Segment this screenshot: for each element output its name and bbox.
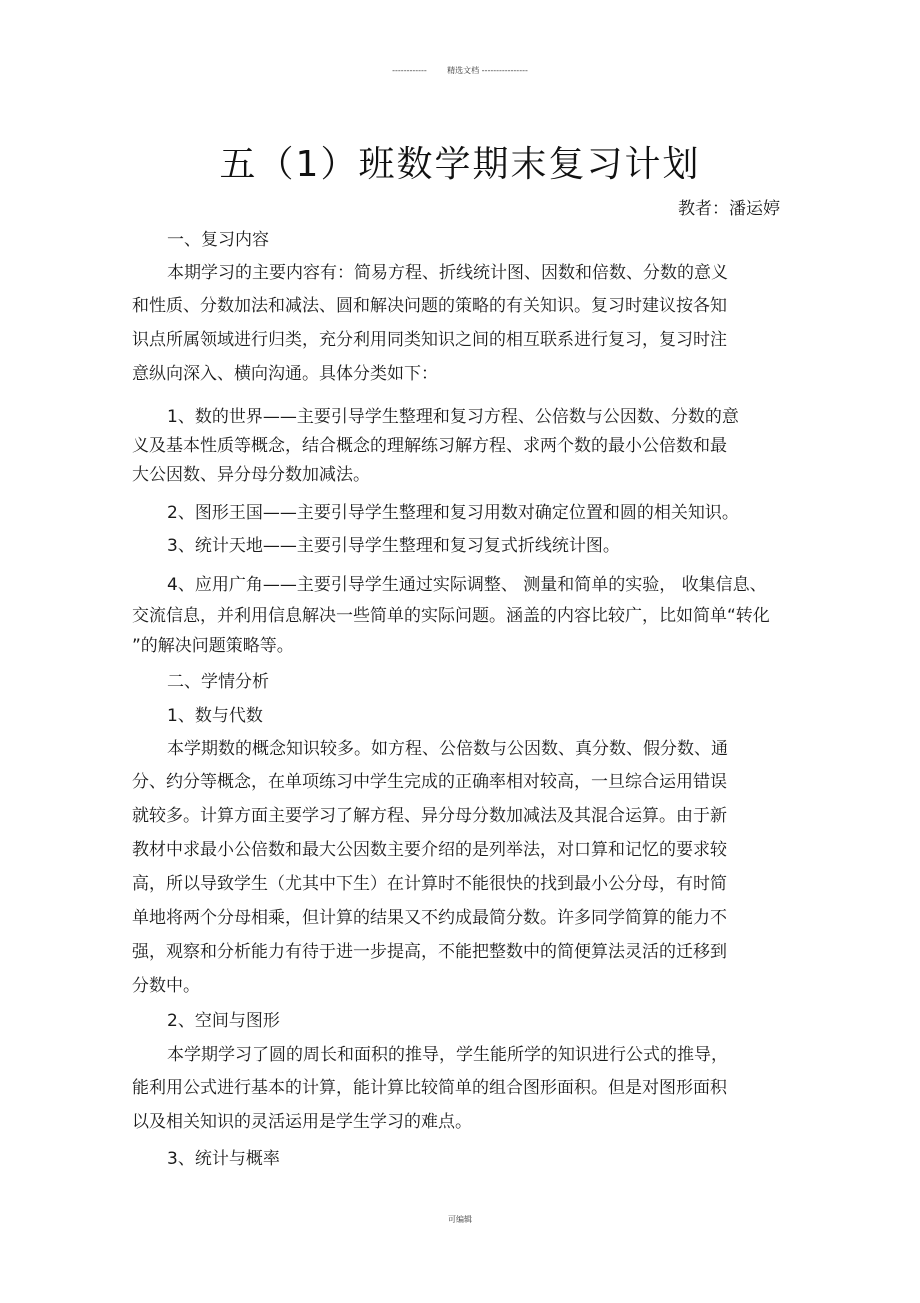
page-header: ------------ 精选文档 ---------------- <box>392 66 528 75</box>
paragraph-line: 高，所以导致学生（尤其中下生）在计算时不能很快的找到最小公分母，有时简 <box>132 874 727 894</box>
subsection-heading: 3、统计与概率 <box>167 1149 280 1169</box>
paragraph-line: 就较多。计算方面主要学习了解方程、异分母分数加减法及其混合运算。由于新 <box>132 806 727 826</box>
paragraph-line: 本学期数的概念知识较多。如方程、公倍数与公因数、真分数、假分数、通 <box>167 739 728 759</box>
subsection-heading: 2、空间与图形 <box>167 1011 280 1031</box>
paragraph-line: 本学期学习了圆的周长和面积的推导，学生能所学的知识进行公式的推导， <box>167 1045 728 1065</box>
paragraph-line: 以及相关知识的灵活运用是学生学习的难点。 <box>132 1112 472 1132</box>
paragraph-line: 2、图形王国——主要引导学生整理和复习用数对确定位置和圆的相关知识。 <box>167 503 739 523</box>
paragraph-line: 教材中求最小公倍数和最大公因数主要介绍的是列举法，对口算和记忆的要求较 <box>132 840 727 860</box>
page-footer: 可编辑 <box>448 1215 472 1224</box>
paragraph-line: 强，观察和分析能力有待于进一步提高，不能把整数中的简便算法灵活的迁移到 <box>132 942 727 962</box>
paragraph-line: 分、约分等概念，在单项练习中学生完成的正确率相对较高，一旦综合运用错误 <box>132 772 727 792</box>
paragraph-line: 1、数的世界——主要引导学生整理和复习方程、公倍数与公因数、分数的意 <box>167 407 739 427</box>
author-line: 教者：潘运婷 <box>678 199 780 219</box>
paragraph-line: 本期学习的主要内容有：简易方程、折线统计图、因数和倍数、分数的意义 <box>167 263 728 283</box>
paragraph-line: 单地将两个分母相乘，但计算的结果又不约成最简分数。许多同学简算的能力不 <box>132 908 727 928</box>
section-heading: 二、学情分析 <box>167 672 269 692</box>
paragraph-line: ”的解决问题策略等。 <box>132 636 294 656</box>
paragraph-line: 分数中。 <box>132 976 200 996</box>
paragraph-line: 大公因数、异分母分数加减法。 <box>132 465 370 485</box>
paragraph-line: 能利用公式进行基本的计算，能计算比较简单的组合图形面积。但是对图形面积 <box>132 1078 727 1098</box>
paragraph-line: 识点所属领域进行归类，充分利用同类知识之间的相互联系进行复习，复习时注 <box>132 330 727 350</box>
document-title: 五（1）班数学期末复习计划 <box>219 144 701 185</box>
paragraph-line: 意纵向深入、横向沟通。具体分类如下： <box>132 364 438 384</box>
subsection-heading: 1、数与代数 <box>167 706 263 726</box>
paragraph-line: 交流信息，并利用信息解决一些简单的实际问题。涵盖的内容比较广，比如简单“转化 <box>132 606 770 626</box>
paragraph-line: 和性质、分数加法和减法、圆和解决问题的策略的有关知识。复习时建议按各知 <box>132 296 727 316</box>
paragraph-line: 3、统计天地——主要引导学生整理和复习复式折线统计图。 <box>167 536 620 556</box>
paragraph-line: 义及基本性质等概念，结合概念的理解练习解方程、求两个数的最小公倍数和最 <box>132 436 727 456</box>
paragraph-line: 4、应用广角——主要引导学生通过实际调整、 测量和简单的实验， 收集信息、 <box>167 575 767 595</box>
section-heading: 一、复习内容 <box>167 230 269 250</box>
